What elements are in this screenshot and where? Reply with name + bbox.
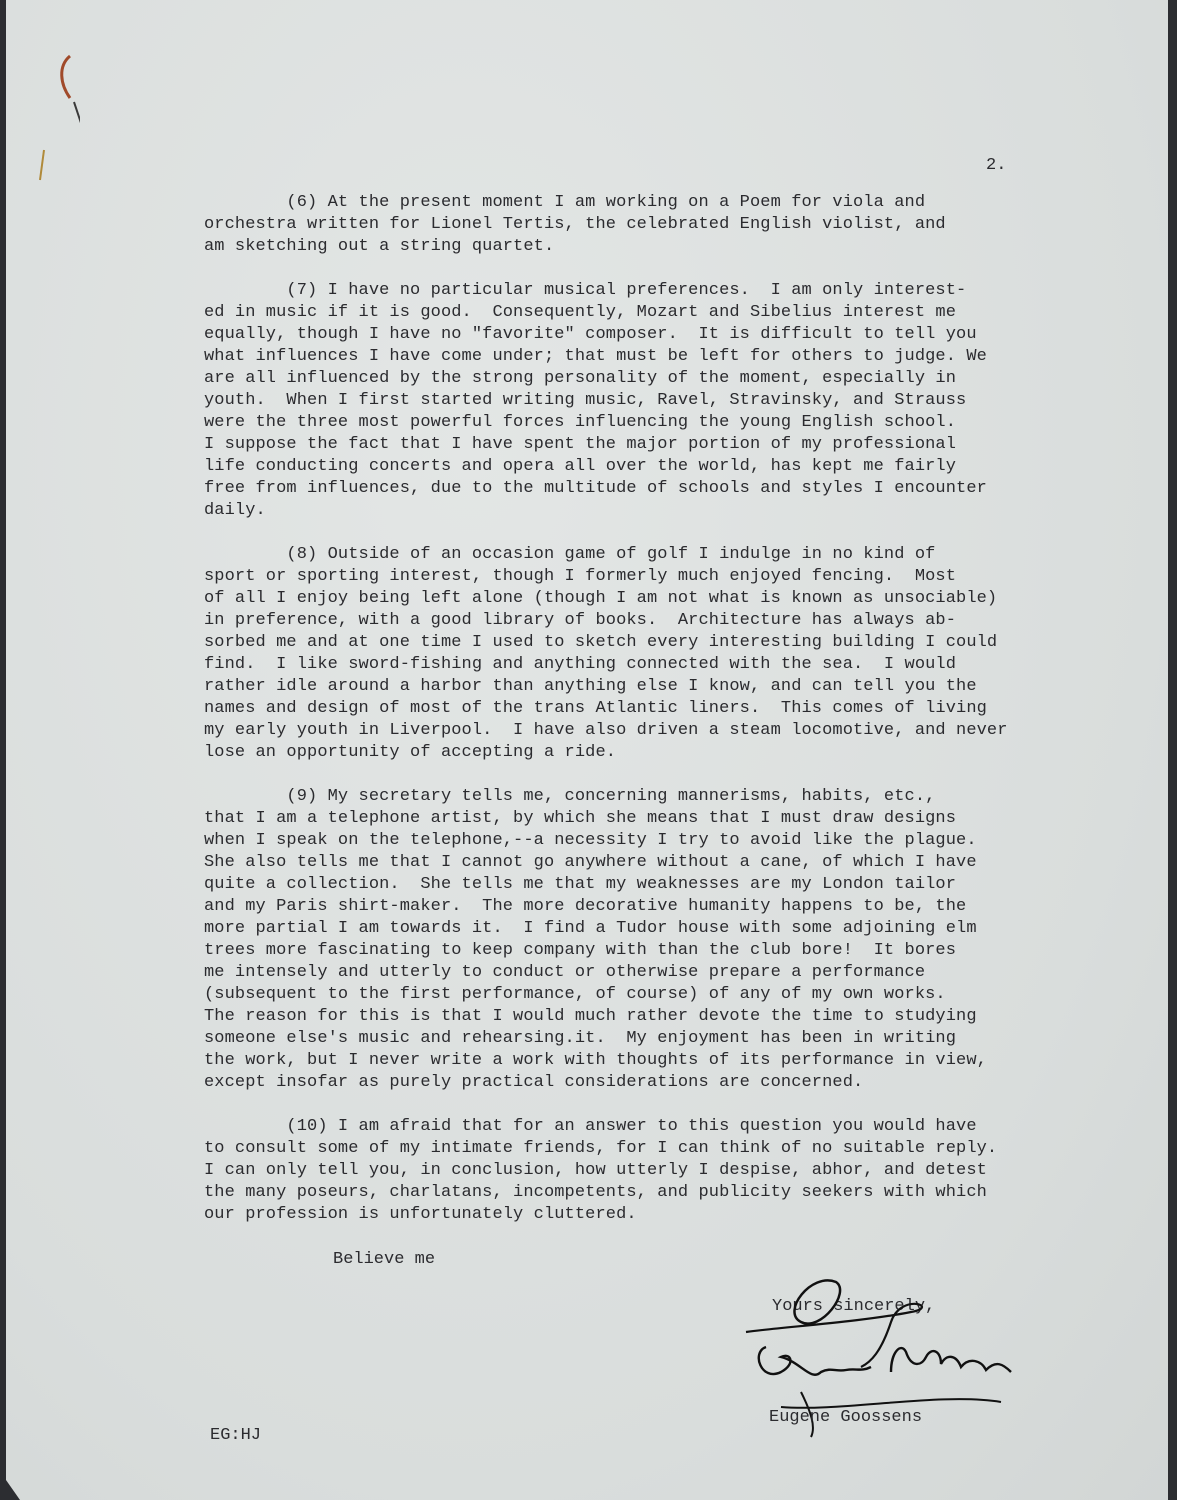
text-line: what influences I have come under; that must be left for others to judge. We [204, 347, 987, 366]
text-line: the many poseurs, charlatans, incompetents, and publicity seekers with which [204, 1183, 987, 1202]
text-line: equally, though I have no "favorite" composer. It is difficult to tell you [204, 325, 977, 344]
text-line: my early youth in Liverpool. I have also driven a steam locomotive, and never [204, 721, 1008, 740]
text-line: quite a collection. She tells me that my weaknesses are my London tailor [204, 875, 957, 894]
text-line: The reason for this is that I would much rather devote the time to studying [204, 1007, 977, 1026]
text-line: (7) I have no particular musical preferences. I am only interest- [204, 281, 967, 300]
text-line: rather idle around a harbor than anything else I know, and can tell you the [204, 677, 977, 696]
text-line: more partial I am towards it. I find a Tudor house with some adjoining elm [204, 919, 977, 938]
text-line: to consult some of my intimate friends, for I can think of no suitable reply. [204, 1139, 998, 1158]
text-line: (10) I am afraid that for an answer to this question you would have [204, 1117, 977, 1136]
text-line: I can only tell you, in conclusion, how utterly I despise, abhor, and detest [204, 1161, 987, 1180]
text-line: someone else's music and rehearsing.it. My enjoyment has been in writing [204, 1029, 957, 1048]
text-line: She also tells me that I cannot go anywhere without a cane, of which I have [204, 853, 977, 872]
text-line: in preference, with a good library of books. Architecture has always ab- [204, 611, 957, 630]
torn-corner [6, 1480, 20, 1500]
paragraph-gap [204, 258, 1084, 280]
text-line: are all influenced by the strong personality of the moment, especially in [204, 369, 957, 388]
letter-body [204, 192, 1084, 1226]
text-line: life conducting concerts and opera all over the world, has kept me fairly [204, 457, 957, 476]
text-line: our profession is unfortunately cluttered. [204, 1205, 637, 1224]
text-line: of all I enjoy being left alone (though I am not what is known as unsociable) [204, 589, 998, 608]
text-line: find. I like sword-fishing and anything connected with the sea. I would [204, 655, 957, 674]
letter-page [6, 0, 1168, 1500]
text-line: daily. [204, 501, 266, 520]
text-line: orchestra written for Lionel Tertis, the celebrated English violist, and [204, 215, 946, 234]
text-line: sport or sporting interest, though I formerly much enjoyed fencing. Most [204, 567, 957, 586]
text-line: (subsequent to the first performance, of course) of any of my own works. [204, 985, 946, 1004]
text-line: the work, but I never write a work with thoughts of its performance in view, [204, 1051, 987, 1070]
text-line: trees more fascinating to keep company with than the club bore! It bores [204, 941, 957, 960]
text-line: that I am a telephone artist, by which she means that I must draw designs [204, 809, 957, 828]
text-line: free from influences, due to the multitude of schools and styles I encounter [204, 479, 987, 498]
reference-initials: EG:HJ [210, 1426, 262, 1445]
text-line: I suppose the fact that I have spent the major portion of my professional [204, 435, 957, 454]
text-line: when I speak on the telephone,--a necessity I try to avoid like the plague. [204, 831, 977, 850]
text-line: ed in music if it is good. Consequently, Mozart and Sibelius interest me [204, 303, 957, 322]
text-line: sorbed me and at one time I used to sketch every interesting building I could [204, 633, 998, 652]
paragraph-gap [204, 522, 1084, 544]
text-line: (8) Outside of an occasion game of golf I indulge in no kind of [204, 545, 936, 564]
text-line: (6) At the present moment I am working on a Poem for viola and [204, 193, 926, 212]
valediction: Yours sincerely, [772, 1297, 936, 1316]
text-line: youth. When I first started writing music, Ravel, Stravinsky, and Strauss [204, 391, 967, 410]
typed-signatory-name: Eugene Goossens [769, 1408, 923, 1427]
text-line: and my Paris shirt-maker. The more decorative humanity happens to be, the [204, 897, 967, 916]
paragraph-gap [204, 764, 1084, 786]
text-line: am sketching out a string quartet. [204, 237, 555, 256]
text-line: were the three most powerful forces influencing the young English school. [204, 413, 957, 432]
text-line: me intensely and utterly to conduct or otherwise prepare a performance [204, 963, 926, 982]
closing-line: Believe me [333, 1250, 436, 1269]
text-line: (9) My secretary tells me, concerning mannerisms, habits, etc., [204, 787, 936, 806]
text-line: lose an opportunity of accepting a ride. [204, 743, 617, 762]
text-line: except insofar as purely practical considerations are concerned. [204, 1073, 864, 1092]
margin-pencil-mark [30, 50, 80, 190]
page-number: 2. [986, 156, 1007, 175]
paragraph-gap [204, 1094, 1084, 1116]
text-line: names and design of most of the trans Atlantic liners. This comes of living [204, 699, 987, 718]
